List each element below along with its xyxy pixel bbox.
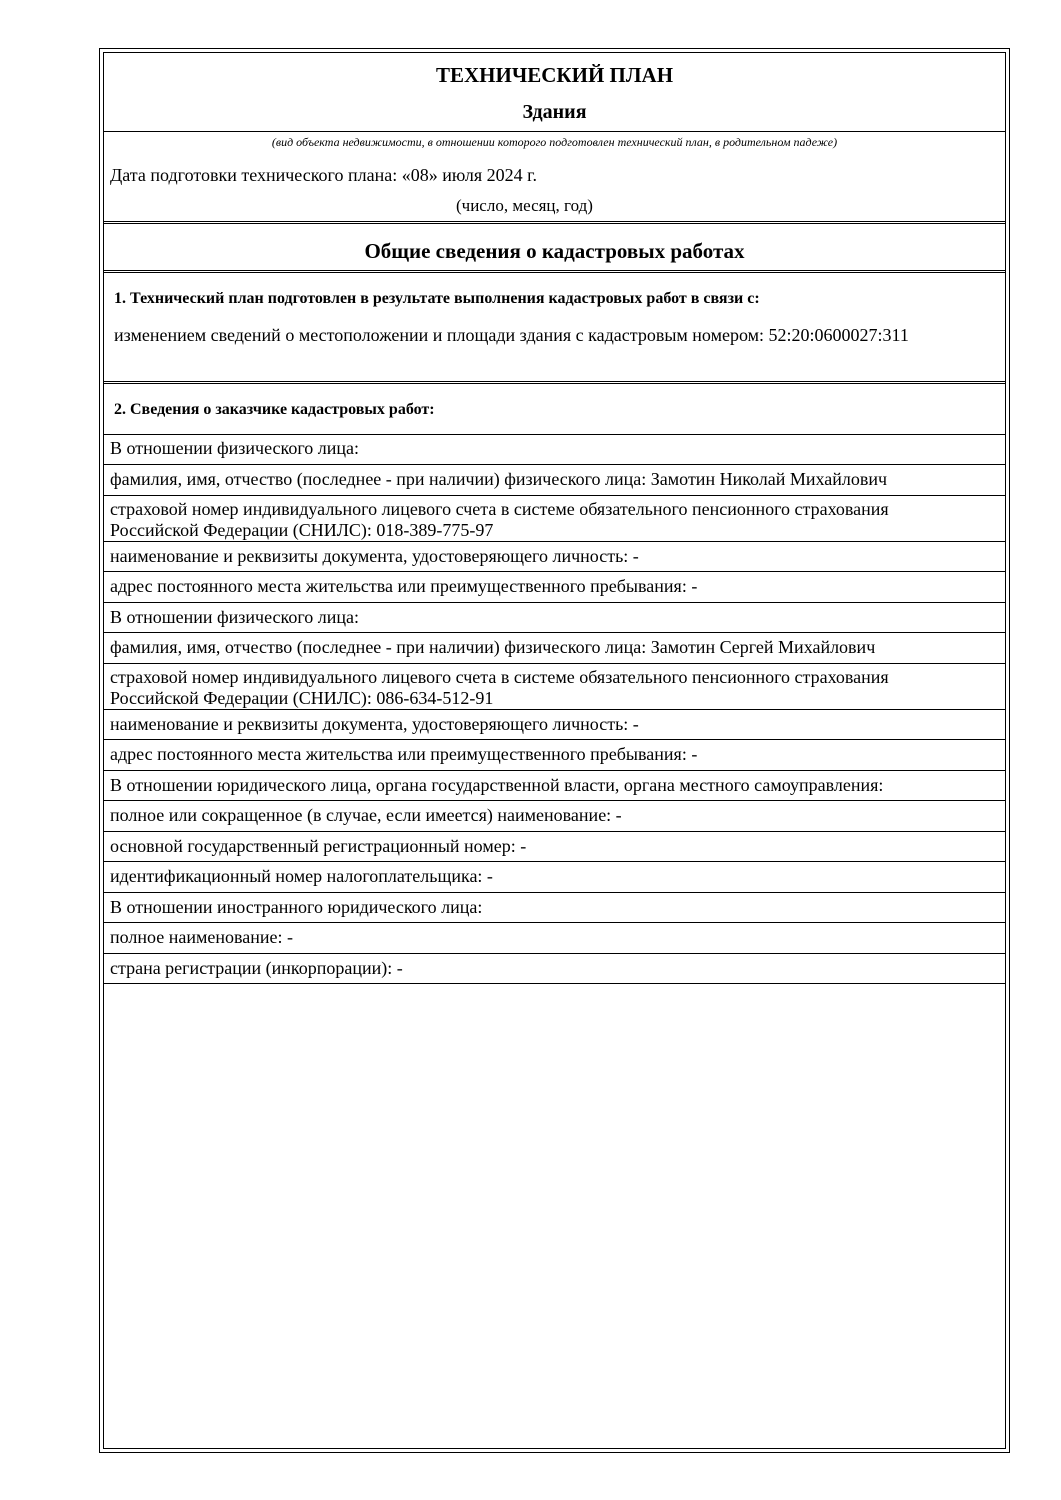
table-row: полное наименование: -: [110, 927, 293, 947]
table-row: В отношении иностранного юридического лица:: [110, 897, 483, 917]
row-divider: [104, 663, 1005, 664]
row-divider: [104, 892, 1005, 893]
object-type-hint: (вид объекта недвижимости, в отношении которого подготовлен технический план, в родительном падеже): [271, 135, 838, 149]
table-row: основной государственный регистрационный номер: -: [110, 836, 527, 856]
row-divider: [104, 922, 1005, 923]
table-row: полное или сокращенное (в случае, если имеется) наименование: -: [110, 805, 622, 825]
row-divider: [104, 464, 1005, 465]
table-row: адрес постоянного места жительства или преимущественного пребывания: -: [110, 744, 698, 764]
row-divider: [104, 541, 1005, 542]
table-row: страховой номер индивидуального лицевого счета в системе обязательного пенсионного страхования: [110, 667, 889, 687]
general-section-title: Общие сведения о кадастровых работах: [364, 239, 745, 263]
section1-heading: 1. Технический план подготовлен в результате выполнения кадастровых работ в связи с:: [114, 290, 760, 307]
document-frame: [99, 48, 1010, 1453]
document-inner-frame: [103, 52, 1006, 1449]
document-title: ТЕХНИЧЕСКИЙ ПЛАН: [435, 63, 674, 87]
row-divider: [104, 571, 1005, 572]
row-divider: [104, 434, 1005, 435]
row-divider: [104, 861, 1005, 862]
date-line: Дата подготовки технического плана: «08» июля 2024 г.: [110, 165, 537, 185]
row-divider: [104, 831, 1005, 832]
date-hint: (число, месяц, год): [456, 196, 593, 215]
table-row: В отношении физического лица:: [110, 438, 360, 458]
divider: [104, 131, 1005, 132]
row-divider: [104, 983, 1005, 984]
object-type: Здания: [522, 101, 587, 123]
row-divider: [104, 632, 1005, 633]
table-row: страховой номер индивидуального лицевого счета в системе обязательного пенсионного страхования: [110, 499, 889, 519]
table-row: наименование и реквизиты документа, удостоверяющего личность: -: [110, 714, 639, 734]
row-divider: [104, 800, 1005, 801]
divider: [104, 381, 1005, 384]
table-row: адрес постоянного места жительства или преимущественного пребывания: -: [110, 576, 698, 596]
row-divider: [104, 770, 1005, 771]
section2-heading: 2. Сведения о заказчике кадастровых работ:: [114, 401, 435, 418]
table-row: Российской Федерации (СНИЛС): 086-634-512-91: [110, 688, 494, 708]
row-divider: [104, 709, 1005, 710]
table-row: идентификационный номер налогоплательщика: -: [110, 866, 493, 886]
row-divider: [104, 495, 1005, 496]
divider: [104, 221, 1005, 224]
row-divider: [104, 739, 1005, 740]
divider: [104, 270, 1005, 273]
row-divider: [104, 602, 1005, 603]
table-row: наименование и реквизиты документа, удостоверяющего личность: -: [110, 546, 639, 566]
section1-text: изменением сведений о местоположении и площади здания с кадастровым номером: 52:20:0600027:311: [114, 325, 909, 345]
table-row: В отношении физического лица:: [110, 607, 360, 627]
table-row: В отношении юридического лица, органа государственной власти, органа местного самоуправления:: [110, 775, 884, 795]
table-row: страна регистрации (инкорпорации): -: [110, 958, 403, 978]
table-row: Российской Федерации (СНИЛС): 018-389-775-97: [110, 520, 494, 540]
table-row: фамилия, имя, отчество (последнее - при наличии) физического лица: Замотин Николай Михайлович: [110, 469, 888, 489]
row-divider: [104, 953, 1005, 954]
table-row: фамилия, имя, отчество (последнее - при наличии) физического лица: Замотин Сергей Михайлович: [110, 637, 876, 657]
